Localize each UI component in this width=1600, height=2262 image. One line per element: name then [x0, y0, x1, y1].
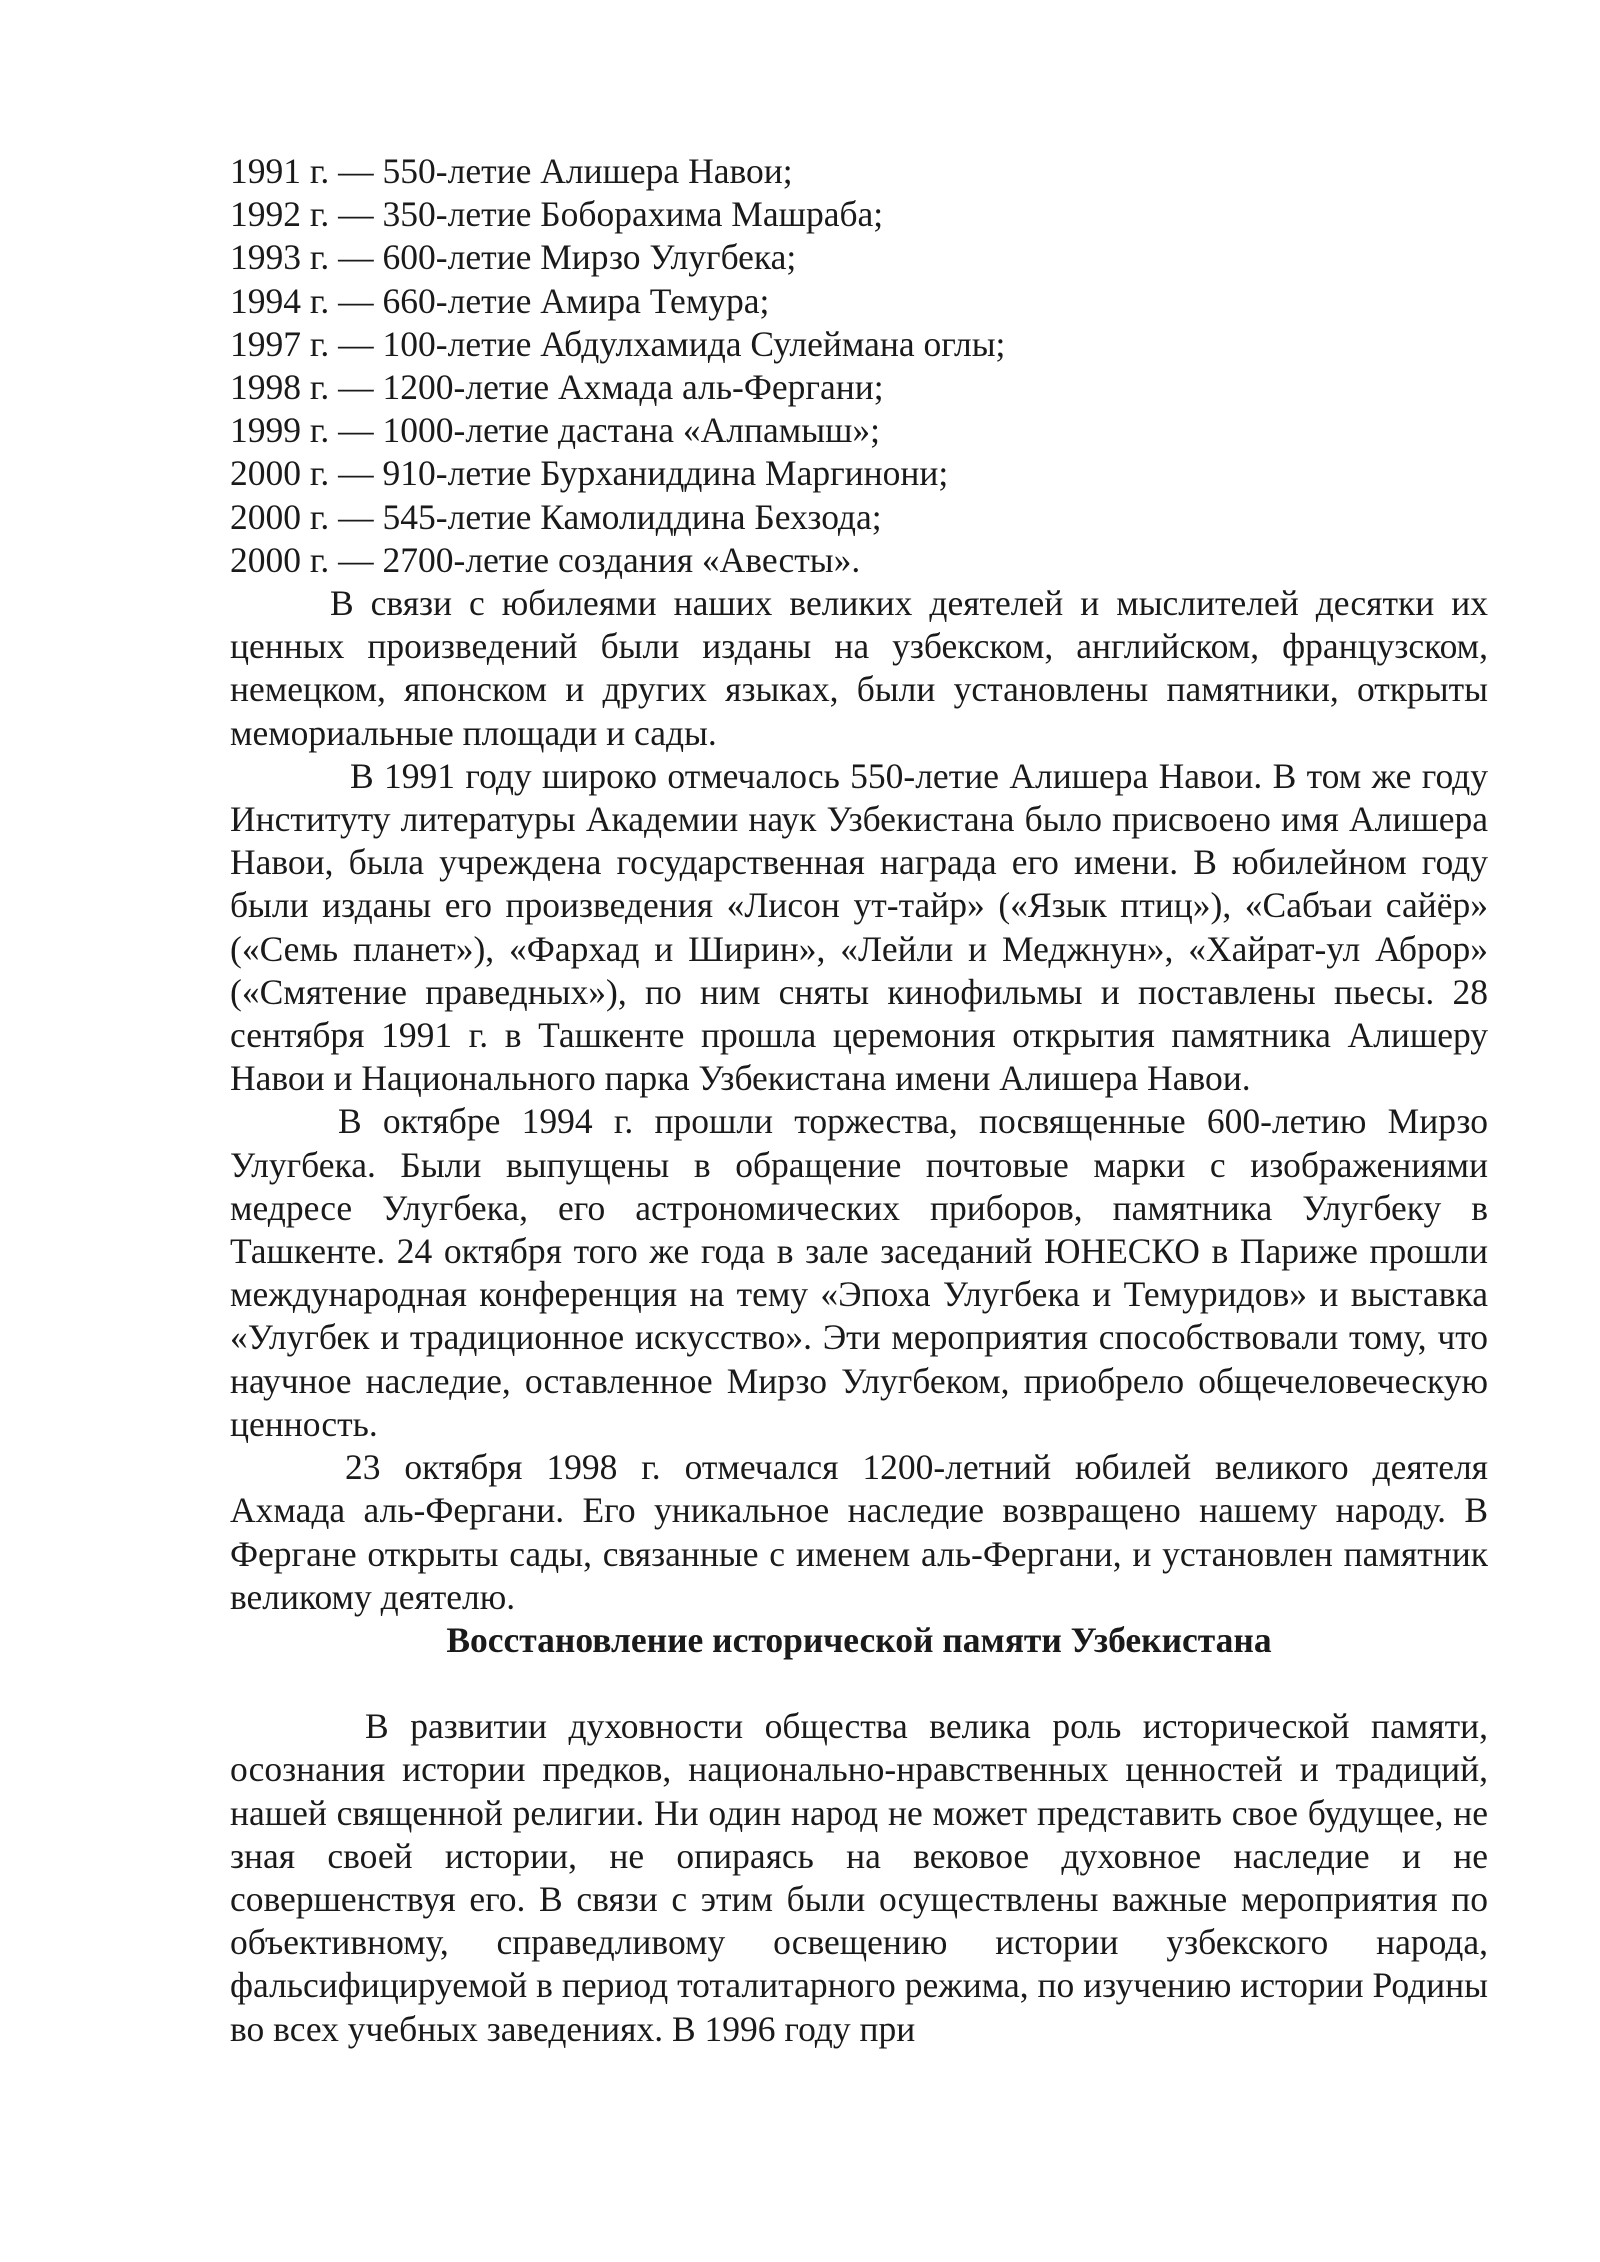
list-item: 1994 г. — 660-летие Амира Темура;	[230, 280, 770, 321]
list-item: 1998 г. — 1200-летие Ахмада аль-Фергани;	[230, 367, 884, 408]
paragraph-ulugbek: В октябре 1994 г. прошли торжества, посвященные 600-летию Мирзо Улугбека. Были выпущены в обращение почтовые марки с изображениями медресе Улугбека, его астрономических приборов, памятника Улугбеку в Ташкенте. 24 октября того же года в зале заседаний ЮНЕСКО в Париже прошли международная конференция на тему «Эпоха Улугбека и Темуридов» и выставка «Улугбек и традиционное искусство». Эти мероприятия способствовали тому, что научное наследие, оставленное Мирзо Улугбеком, приобрело общечеловеческую ценность.	[230, 1101, 1488, 1444]
paragraph-fergani: 23 октября 1998 г. отмечался 1200-летний юбилей великого деятеля Ахмада аль-Фергани. Его уникальное наследие возвращено нашему народу. В Фергане открыты сады, связанные с именем аль-Фергани, и установлен памятник великому деятелю.	[230, 1447, 1488, 1617]
list-item: 1991 г. — 550-летие Алишера Навои;	[230, 151, 793, 191]
list-item: 1993 г. — 600-летие Мирзо Улугбека;	[230, 237, 797, 278]
anniversary-list	[230, 150, 1488, 582]
paragraph-jubilees: В связи с юбилеями наших великих деятелей и мыслителей десятки их ценных произведений были изданы на узбекском, английском, французском, немецком, японском и других языках, были установлены памятники, открыты мемориальные площади и сады.	[230, 583, 1488, 753]
paragraph-historical-memory: В развитии духовности общества велика роль исторической памяти, осознания истории предков, национально-нравственных ценностей и традиций, нашей священной религии. Ни один народ не может представить свое будущее, не зная своей истории, не опираясь на вековое духовное наследие и не совершенствуя его. В связи с этим были осуществлены важные мероприятия по объективному, справедливому освещению истории узбекского народа, фальсифицируемой в период тоталитарного режима, по изучению истории Родины во всех учебных заведениях. В 1996 году при	[230, 1706, 1488, 2049]
document-page	[230, 150, 1488, 2051]
list-item: 2000 г. — 910-летие Бурханиддина Маргинони;	[230, 453, 949, 494]
section-heading: Восстановление исторической памяти Узбекистана	[446, 1619, 1272, 1660]
list-item: 2000 г. — 545-летие Камолиддина Бехзода;	[230, 496, 882, 537]
list-item: 1999 г. — 1000-летие дастана «Алпамыш»;	[230, 410, 881, 451]
list-item: 2000 г. — 2700-летие создания «Авесты».	[230, 539, 861, 580]
paragraph-navoi: В 1991 году широко отмечалось 550-летие Алишера Навои. В том же году Институту литературы Академии наук Узбекистана было присвоено имя Алишера Навои, была учреждена государственная награда его имени. В юбилейном году были изданы его произведения «Лисон ут-тайр» («Язык птиц»), «Сабъаи сайёр» («Семь планет»), «Фархад и Ширин», «Лейли и Меджнун», «Хайрат-ул Аброр» («Смятение праведных»), по ним сняты кинофильмы и поставлены пьесы. 28 сентября 1991 г. в Ташкенте прошла церемония открытия памятника Алишеру Навои и Национального парка Узбекистана имени Алишера Навои.	[230, 755, 1488, 1099]
list-item: 1997 г. — 100-летие Абдулхамида Сулеймана оглы;	[230, 323, 1006, 364]
list-item: 1992 г. — 350-летие Боборахима Машраба;	[230, 194, 884, 235]
